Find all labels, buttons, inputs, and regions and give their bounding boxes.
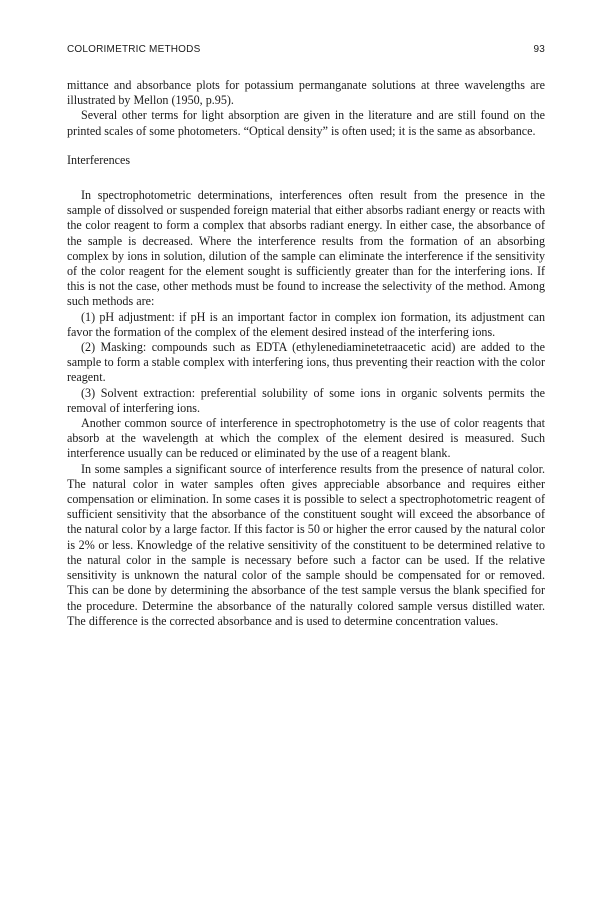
- paragraph-continued: mittance and absorbance plots for potassium permanganate solutions at three wavelengths are illustrated by Mellon (1950, p.95).: [67, 78, 545, 108]
- running-title: COLORIMETRIC METHODS: [67, 44, 201, 55]
- paragraph-optical-density: Several other terms for light absorption are given in the literature and are still found on the printed scales of some photometers. “Optical density” is often used; it is the same as absorbance.: [67, 108, 545, 138]
- list-item-solvent-extraction: (3) Solvent extraction: preferential solubility of some ions in organic solvents permits the removal of interfering ions.: [67, 385, 545, 415]
- paragraph-natural-color: In some samples a significant source of interference results from the presence of natural color. The natural color in water samples often gives appreciable absorbance and requires either compensation or elimination. In some cases it is possible to select a spectrophotometric reagent of sufficient sensitivity that the absorbance of the constituent sought will exceed the absorbance of the natural color by a large factor. If this factor is 50 or higher the error caused by the natural color is 2% or less. Knowledge of the relative sensitivity of the constituent to be determined relative to the natural color in the sample is necessary before such a factor can be used. If the relative sensitivity is unknown the natural color of the sample should be compensated for or removed. This can be done by determining the absorbance of the test sample versus the blank specified for the procedure. Determine the absorbance of the naturally colored sample versus distilled water. The difference is the corrected absorbance and is used to determine concentration values.: [67, 461, 545, 628]
- running-header: [67, 44, 545, 58]
- page-number: 93: [533, 44, 545, 55]
- paragraph-reagent-blank: Another common source of interference in spectrophotometry is the use of color reagents that absorb at the wavelength at which the complex of the element desired is measured. Such interference usually can be reduced or eliminated by the use of a reagent blank.: [67, 416, 545, 461]
- body-text: [67, 78, 545, 629]
- book-page: [67, 44, 545, 629]
- section-heading: Interferences: [67, 152, 131, 167]
- list-item-masking: (2) Masking: compounds such as EDTA (ethylenediaminetetraacetic acid) are added to the sample to form a stable complex with interfering ions, thus preventing their reaction with the color reagent.: [67, 340, 545, 385]
- paragraph-interferences-intro: In spectrophotometric determinations, interferences often result from the presence in the sample of dissolved or suspended foreign material that either absorbs radiant energy or reacts with the color reagent to form a complex that absorbs radiant energy. In either case, the absorbance of the sample is decreased. Where the interference results from the formation of an absorbing complex by ions in solution, dilution of the sample can eliminate the interference if the sensitivity of the color reagent for the element sought is sufficiently greater than for the interfering ions. If this is not the case, other methods must be found to increase the selectivity of the method. Among such methods are:: [67, 188, 545, 309]
- list-item-ph-adjustment: (1) pH adjustment: if pH is an important factor in complex ion formation, its adjustment can favor the formation of the complex of the element desired instead of the interfering ions.: [67, 309, 545, 339]
